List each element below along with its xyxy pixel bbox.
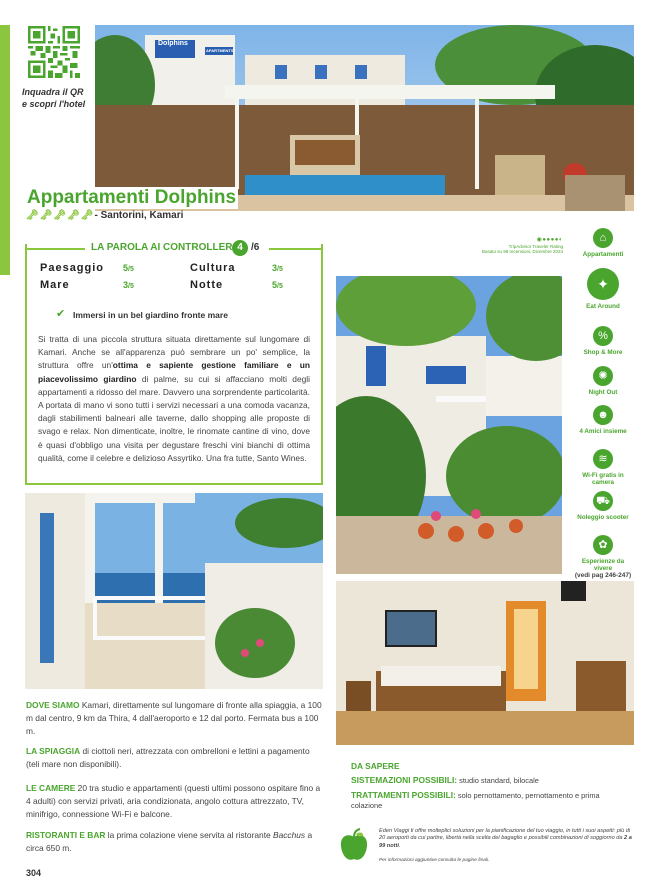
tripadvisor-label: TripAdvisor Traveler Rating <box>508 243 563 249</box>
controller-score-badge: 4 <box>232 240 248 256</box>
tripadvisor-bubbles-icon: ◉●●●●◐ <box>536 237 563 243</box>
scooter-icon: ⛟ <box>593 491 613 511</box>
qr-code[interactable] <box>28 26 80 78</box>
info-beach: LA SPIAGGIA di ciottoli neri, attrezzata con ombrelloni e lettini a pagamento (teli mare non disponibili). <box>26 746 310 769</box>
feature-experiences[interactable]: ✿ Esperienze da vivere (vedi pag 246-247) <box>572 535 634 579</box>
eden-viaggi-note: Eden Viaggi ti offre molteplici soluzioni per la pianificazione del tuo viaggio, in tutti i suoi aspetti: più di 20 aeroporti da cui partire, libertà nella scelta del bagaglio e possibili combinazioni di soggiorno da 2 a 99 notti. <box>379 828 632 849</box>
qr-caption: Inquadra il QR e scopri l'hotel <box>22 87 86 109</box>
hotel-title: Appartamenti Dolphins <box>27 187 237 208</box>
hotel-subtitle <box>26 210 183 221</box>
tripadvisor-reviews: Basato su 98 recensioni, Dicembre 2024 <box>481 249 563 254</box>
controller-description: Si tratta di una piccola struttura situata direttamente sul lungomare di Kamari. Anche se all'apparenza può sembrare un po' semplice, la struttura offre un'ottima e sapiente gestione familiare e un piacevolissimo giardino di palme, su cui si affacciano molti degli appartamenti a ridosso del mare. Davvero una sorprendente particolarità. A portata di mano vi sono tutti i servizi necessari a una comoda vacanza, dagli stabilimenti balneari alle taverne, dallo shopping alle proposte di svago e relax. Non dimenticate, inoltre, le rinomate cantine di vino, dove è quasi d'obbligo una visita per degustare freschi vini bianchi di ottima qualità, come il celebre e delizioso Assyrtiko. Una fra tutte, Santo Wines. <box>38 334 310 463</box>
info-restaurants: RISTORANTI E BAR la prima colazione viene servita al ristorante Bacchus a circa 650 m. <box>26 830 313 853</box>
feature-eat-around[interactable]: ✦ Eat Around <box>572 268 634 310</box>
checkmark-icon: ✔ <box>56 308 66 320</box>
controller-title: LA PAROLA AI CONTROLLER <box>88 242 235 253</box>
hotel-sign: Dolphins <box>158 40 188 47</box>
good-to-know-title: DA SAPERE <box>351 761 400 771</box>
garden-photo <box>336 276 562 574</box>
info-location: DOVE SIAMO Kamari, direttamente sul lungomare di fronte alla spiaggia, a 100 m dal centro, 9 km da Thira, 4 dall'aeroporto e 12 dal porto. Fermata bus a 100 m. <box>26 700 322 736</box>
balcony-photo <box>25 493 323 689</box>
experiences-page-ref: (vedi pag 246-247) <box>574 572 632 579</box>
controller-score-total: /6 <box>251 242 260 253</box>
controller-tagline: Immersi in un bel giardino fronte mare <box>73 310 228 320</box>
shopping-bag-icon: % <box>593 326 613 346</box>
board-options: TRATTAMENTI POSSIBILI: solo pernottamento, pernottamento e prima colazione <box>351 790 600 810</box>
rating-value: 5/5 <box>272 280 283 290</box>
page-number: 304 <box>26 868 42 878</box>
rating-value: 3/5 <box>123 280 134 290</box>
rating-value: 3/5 <box>272 263 283 273</box>
info-rooms: LE CAMERE 20 tra studio e appartamenti (questi ultimi possono ospitare fino a 4 adulti) con servizi privati, aria condizionata, angolo cottura attrezzato, TV, minifrigo, connessione Wi-Fi e balcone. <box>26 783 321 819</box>
keys-rating-icon: 🗝🗝🗝🗝🗝 <box>26 210 95 221</box>
tripadvisor-rating <box>470 238 563 255</box>
feature-apartments[interactable]: ⌂ Appartamenti <box>572 228 634 258</box>
eden-apple-icon <box>338 828 370 864</box>
accommodation-options: SISTEMAZIONI POSSIBILI: studio standard, bilocale <box>351 775 539 785</box>
feature-wifi[interactable]: ≋ Wi-Fi gratis in camera <box>572 449 634 486</box>
rating-value: 5/5 <box>123 263 134 273</box>
hotel-location: - Santorini, Kamari <box>94 210 184 221</box>
experience-icon: ✿ <box>593 535 613 555</box>
feature-friends[interactable]: ☻ 4 Amici insieme <box>572 405 634 435</box>
feature-scooter[interactable]: ⛟ Noleggio scooter <box>572 491 634 521</box>
rating-label: Paesaggio <box>40 262 105 274</box>
disco-ball-icon: ✺ <box>593 366 613 386</box>
rating-label: Cultura <box>190 262 236 274</box>
rating-label: Mare <box>40 279 70 291</box>
feature-shop-more[interactable]: % Shop & More <box>572 326 634 356</box>
eat-around-icon: ✦ <box>587 268 619 300</box>
home-icon: ⌂ <box>593 228 613 248</box>
group-icon: ☻ <box>593 405 613 425</box>
room-photo <box>336 581 634 745</box>
feature-night-out[interactable]: ✺ Night Out <box>572 366 634 396</box>
eden-viaggi-note-extra: Per informazioni aggiuntive consulta le pagine finali. <box>379 858 490 863</box>
rating-label: Notte <box>190 279 224 291</box>
hotel-sign-sub: APARTMENTS <box>206 48 234 53</box>
wifi-icon: ≋ <box>593 449 613 469</box>
hero-photo <box>95 25 634 211</box>
section-color-strip <box>0 25 10 275</box>
